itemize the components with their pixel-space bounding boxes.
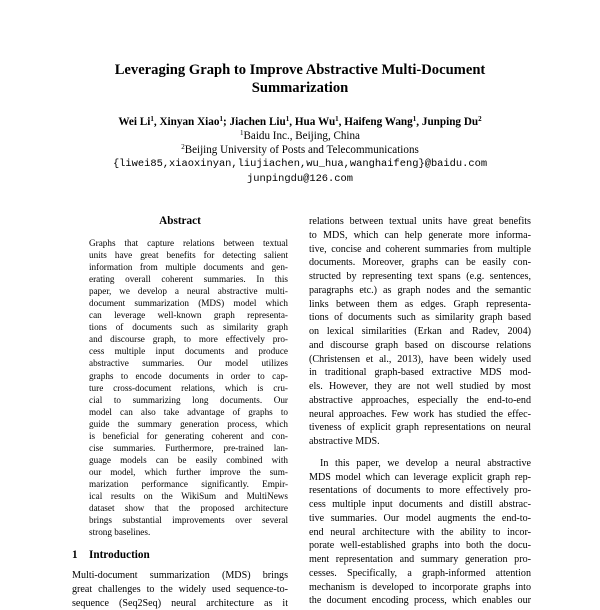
body-paragraph	[309, 457, 531, 608]
right-column	[309, 215, 531, 608]
author-list	[0, 115, 600, 129]
text-line: abstractive approaches, especially the end-to-end	[309, 394, 531, 406]
text-line: cesses. Specifically, a graph-informed attention	[309, 567, 531, 579]
section-number: 1	[72, 549, 78, 562]
text-line: our model, which further improve the sum-	[89, 466, 288, 477]
intro-paragraph	[72, 569, 288, 610]
title-line: Summarization	[251, 79, 349, 96]
text-line: information from multiple documents and gen-	[89, 262, 288, 273]
text-line: marization performance significantly. Empir-	[89, 478, 288, 489]
paper-title	[0, 62, 600, 97]
text-line: abstractive summaries. Our model utilizes	[89, 358, 288, 369]
section-heading	[72, 549, 288, 562]
text-line: can leverage well-known graph representa-	[89, 310, 288, 321]
text-line: ture cross-document relations, which is cru-	[89, 382, 288, 393]
text-line: abstractive MDS.	[309, 436, 380, 447]
author: Haifeng Wang$^1$,	[344, 115, 422, 128]
body-paragraph	[309, 215, 531, 449]
text-line: Multi-document summarization (MDS) brings	[72, 570, 288, 582]
text-line: mechanism is developed to incorporate graphs into	[309, 581, 531, 593]
text-line: relations between textual units have great benefits	[309, 216, 531, 227]
text-line: paper, we develop a neural abstractive multi-	[89, 286, 288, 297]
author: Jiachen Liu$^1$,	[229, 115, 295, 128]
text-line: tiveness of explicit graph representations on neural	[309, 422, 531, 434]
author: Xinyan Xiao$^1$;	[159, 115, 230, 128]
text-line: ment representation and summary generation pro-	[309, 554, 531, 565]
text-line: els. However, they are not well studied by most	[309, 381, 531, 392]
text-line: units have great benefits for detecting salient	[89, 250, 288, 261]
affiliation: $^1$Baidu Inc., Beijing, China	[240, 129, 360, 142]
abstract-heading: Abstract	[159, 215, 201, 227]
text-line: document summarization (MDS) model which	[89, 298, 288, 309]
text-line: neural approaches. Few work has studied the effec-	[309, 408, 531, 420]
text-line: great challenges to the widely used sequence-to-	[72, 583, 288, 595]
paper-header	[0, 62, 600, 186]
text-line: tions of documents such as similarity graph based	[309, 312, 531, 324]
text-line: cess multiple input documents and produce	[89, 346, 288, 357]
text-line: links between them as edges. Graph representa-	[309, 298, 531, 310]
text-line: cess multiple input documents and distill abstrac-	[309, 499, 531, 510]
text-line: (Christensen et al., 2013), have been widely used	[309, 353, 531, 365]
text-line: in traditional graph-based extractive MDS mod-	[309, 367, 531, 379]
text-line: sequence (Seq2Seq) neural architecture as it	[72, 597, 288, 609]
text-line: In this paper, we develop a neural abstractive	[320, 457, 531, 469]
text-line: and discourse graph based on discourse relations	[309, 339, 531, 351]
left-column	[72, 215, 288, 610]
text-line: erating overall coherent summaries. In this	[89, 274, 288, 285]
text-line: resentations of documents to more effectively pro-	[309, 485, 531, 497]
text-line: strong baselines.	[89, 527, 151, 538]
text-line: the document encoding process, which enables our	[309, 595, 531, 607]
text-line: to MDS, which can help generate more informa-	[309, 229, 531, 241]
text-line: MDS model which can leverage explicit graph rep-	[309, 471, 531, 483]
text-line: is beneficial for generating coherent and con-	[89, 430, 288, 441]
affiliation: $^2$Beijing University of Posts and Telecommunications	[181, 143, 419, 157]
author-email: junpingdu@126.com	[246, 172, 353, 185]
text-line: brings substantial improvements over several	[89, 515, 288, 526]
text-line: end neural architecture with the ability to incor-	[309, 526, 531, 538]
title-line: Leveraging Graph to Improve Abstractive Multi-Document	[114, 62, 486, 78]
text-line: cial to summarizing long documents. Our	[89, 394, 288, 405]
text-line: cise summaries. Furthermore, pre-trained lan-	[89, 442, 288, 453]
author: Junping Du$^2$	[421, 115, 482, 128]
text-line: dataset show that the proposed architecture	[89, 503, 288, 514]
text-line: graphs to encode documents in order to cap-	[89, 370, 288, 381]
author: Wei Li$^1$,	[118, 115, 160, 128]
text-line: model can also take advantage of graphs to	[89, 406, 288, 417]
text-line: ical results on the WikiSum and MultiNews	[89, 490, 288, 501]
text-line: tive summaries. Our model augments the end-to-	[309, 512, 531, 524]
text-line: guage models can be easily combined with	[89, 454, 288, 465]
text-line: guide the summary generation process, which	[89, 418, 288, 429]
section-title: Introduction	[89, 549, 150, 562]
text-line: Graphs that capture relations between textual	[89, 238, 288, 248]
text-line: and discourse graph, to more effectively pro-	[89, 334, 288, 345]
text-line: paragraphs etc.) as graph nodes and the semantic	[309, 284, 531, 296]
text-line: tions of documents such as similarity graph	[89, 322, 288, 333]
abstract-body	[72, 237, 288, 538]
text-line: structed by representing text spans (e.g. sentences,	[309, 271, 531, 282]
text-line: on lexical similarities (Erkan and Radev, 2004)	[309, 326, 531, 337]
text-line: documents. Moreover, graphs can be easily con-	[309, 257, 531, 269]
author-email: {liwei85,xiaoxinyan,liujiachen,wu_hua,wanghaifeng}@baidu.com	[112, 158, 488, 171]
author: Hua Wu$^1$,	[294, 115, 345, 128]
text-line: tive, concise and coherent summaries from multiple	[309, 243, 531, 255]
text-line: porate well-established graphs into both the docu-	[309, 540, 531, 552]
